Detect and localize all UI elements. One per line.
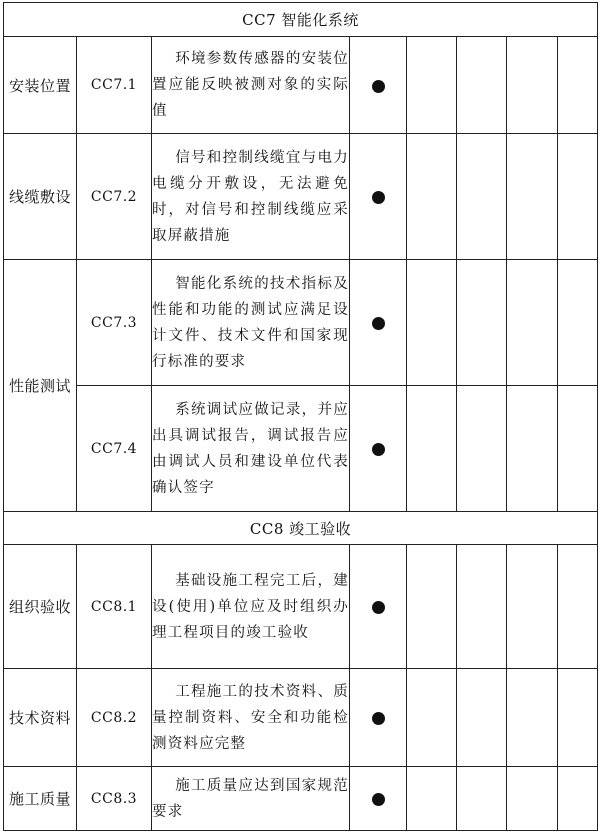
spec-table xyxy=(3,2,598,831)
category-cell: 技术资料 xyxy=(4,669,77,767)
mark-cell xyxy=(350,669,407,767)
empty-cell xyxy=(507,37,558,134)
empty-cell xyxy=(457,386,507,512)
section-header-row xyxy=(4,3,598,37)
mark-cell xyxy=(350,545,407,669)
empty-cell xyxy=(558,386,598,512)
section-title-cc8: CC8 竣工验收 xyxy=(4,512,598,545)
empty-cell xyxy=(507,386,558,512)
mark-cell xyxy=(350,767,407,831)
empty-cell xyxy=(558,669,598,767)
requirement-text: 智能化系统的技术指标及性能和功能的测试应满足设计文件、技术文件和国家现行标准的要求 xyxy=(152,275,349,370)
mark-cell xyxy=(350,134,407,260)
requirement-text: 环境参数传感器的安装位置应能反映被测对象的实际值 xyxy=(152,51,349,119)
table-row xyxy=(4,260,598,386)
empty-cell xyxy=(558,260,598,386)
empty-cell xyxy=(457,545,507,669)
requirement-cell xyxy=(152,545,350,669)
code-cell: CC7.4 xyxy=(77,386,152,512)
table-row xyxy=(4,669,598,767)
empty-cell xyxy=(507,767,558,831)
empty-cell xyxy=(507,545,558,669)
filled-circle-icon xyxy=(372,793,385,806)
empty-cell xyxy=(407,134,457,260)
empty-cell xyxy=(407,386,457,512)
table-row xyxy=(4,134,598,260)
category-cell: 线缆敷设 xyxy=(4,134,77,260)
mark-cell xyxy=(350,37,407,134)
section-header-row xyxy=(4,512,598,545)
empty-cell xyxy=(507,260,558,386)
requirement-text: 系统调试应做记录，并应出具调试报告，调试报告应由调试人员和建设单位代表确认签字 xyxy=(152,401,349,496)
empty-cell xyxy=(457,767,507,831)
empty-cell xyxy=(407,669,457,767)
category-cell: 组织验收 xyxy=(4,545,77,669)
empty-cell xyxy=(558,134,598,260)
code-cell: CC7.3 xyxy=(77,260,152,386)
empty-cell xyxy=(558,37,598,134)
filled-circle-icon xyxy=(372,601,385,614)
empty-cell xyxy=(407,37,457,134)
category-cell: 施工质量 xyxy=(4,767,77,831)
requirement-cell xyxy=(152,669,350,767)
empty-cell xyxy=(558,767,598,831)
empty-cell xyxy=(558,545,598,669)
empty-cell xyxy=(457,134,507,260)
filled-circle-icon xyxy=(372,317,385,330)
requirement-text: 信号和控制线缆宜与电力电缆分开敷设，无法避免时，对信号和控制线缆应采取屏蔽措施 xyxy=(152,149,349,244)
empty-cell xyxy=(507,669,558,767)
table-row xyxy=(4,545,598,669)
code-cell: CC7.1 xyxy=(77,37,152,134)
requirement-text: 施工质量应达到国家规范要求 xyxy=(152,777,349,820)
empty-cell xyxy=(407,545,457,669)
category-cell: 安装位置 xyxy=(4,37,77,134)
filled-circle-icon xyxy=(372,80,385,93)
requirement-cell xyxy=(152,767,350,831)
empty-cell xyxy=(457,669,507,767)
filled-circle-icon xyxy=(372,191,385,204)
code-cell: CC8.1 xyxy=(77,545,152,669)
section-title-cc7: CC7 智能化系统 xyxy=(4,3,598,37)
empty-cell xyxy=(507,134,558,260)
requirement-text: 基础设施工程完工后，建设(使用)单位应及时组织办理工程项目的竣工验收 xyxy=(152,572,349,641)
table-row xyxy=(4,386,598,512)
empty-cell xyxy=(457,37,507,134)
requirement-cell xyxy=(152,37,350,134)
code-cell: CC8.3 xyxy=(77,767,152,831)
filled-circle-icon xyxy=(372,712,385,725)
code-cell: CC7.2 xyxy=(77,134,152,260)
category-cell: 性能测试 xyxy=(4,260,77,512)
code-cell: CC8.2 xyxy=(77,669,152,767)
empty-cell xyxy=(407,260,457,386)
filled-circle-icon xyxy=(372,443,385,456)
requirement-cell xyxy=(152,134,350,260)
empty-cell xyxy=(457,260,507,386)
table-row xyxy=(4,767,598,831)
mark-cell xyxy=(350,386,407,512)
mark-cell xyxy=(350,260,407,386)
requirement-cell xyxy=(152,386,350,512)
requirement-cell xyxy=(152,260,350,386)
table-row xyxy=(4,37,598,134)
empty-cell xyxy=(407,767,457,831)
requirement-text: 工程施工的技术资料、质量控制资料、安全和功能检测资料应完整 xyxy=(152,683,349,752)
